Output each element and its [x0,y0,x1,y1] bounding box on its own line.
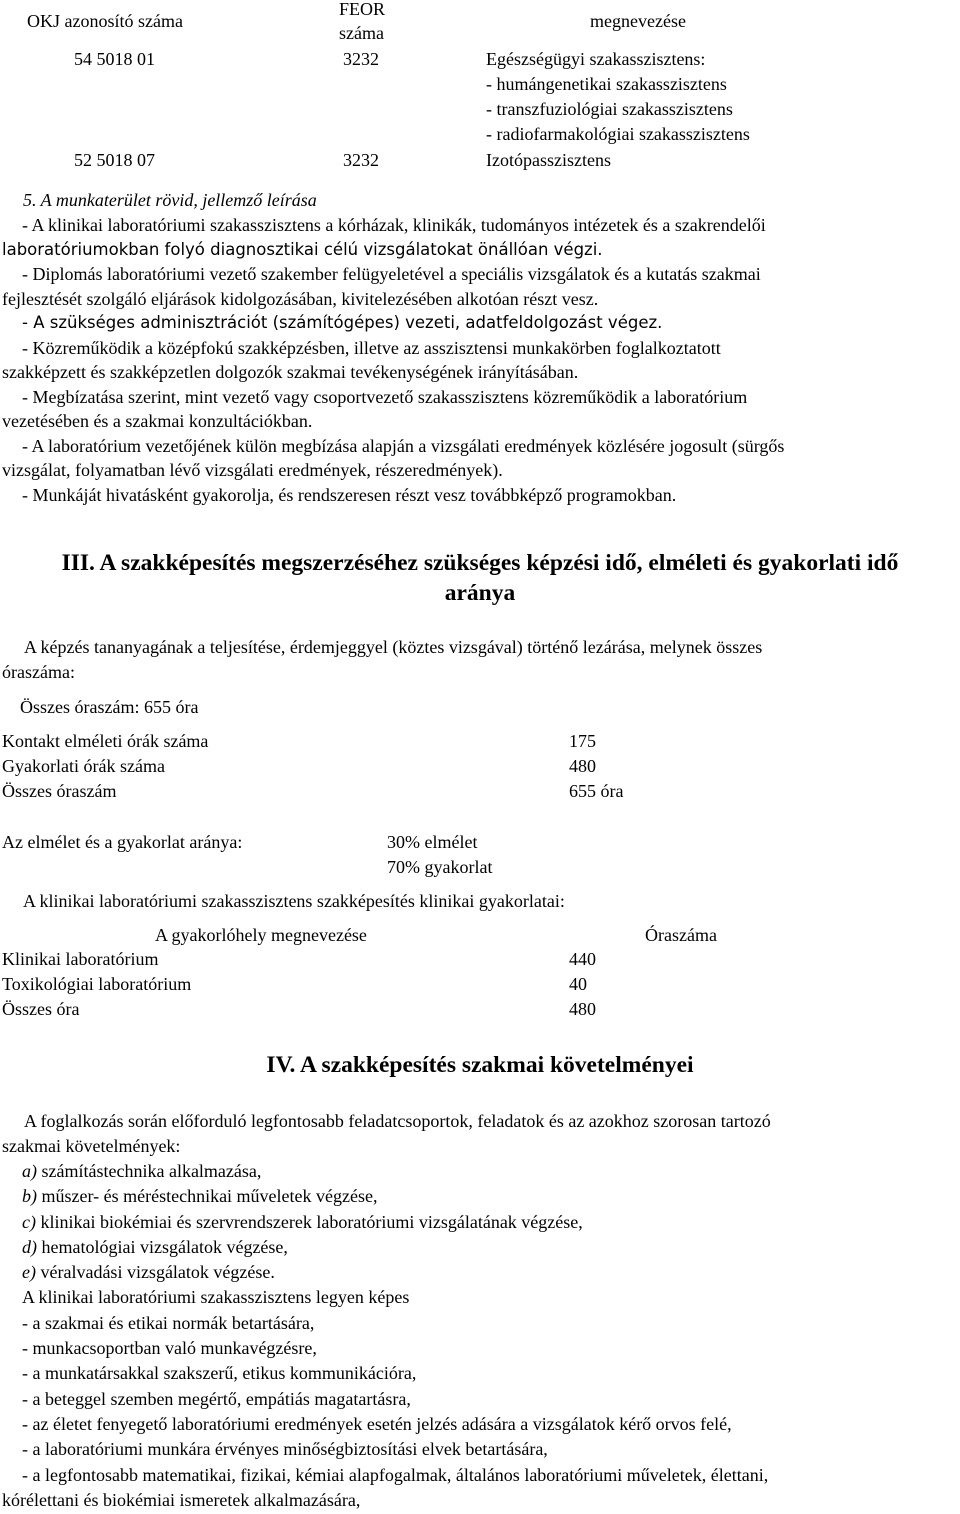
item-letter: b) [22,1186,37,1207]
hours-label: Gyakorlati órák száma [2,756,165,776]
section4-heading: IV. A szakképesítés szakmai követelményei [266,1052,694,1078]
practice-hours: 40 [569,974,587,994]
body-line: - Munkáját hivatásként gyakorolja, és rendszeresen részt vesz továbbképző programokban. [22,484,677,505]
item-letter: c) [22,1211,36,1232]
list-item: - munkacsoportban való munkavégzésre, [22,1338,317,1359]
practice-place: Klinikai laboratórium [2,949,159,969]
list-item: kórélettani és biokémiai ismeretek alkalmazására, [2,1489,361,1510]
practice-place: Toxikológiai laboratórium [2,974,192,994]
feor-code: 3232 [343,150,379,170]
body-line: - A klinikai laboratóriumi szakasszisztens a kórházak, klinikák, tudományos intézetek és a szakrendelői [22,215,766,235]
table-row [2,997,596,1022]
capable-title: A klinikai laboratóriumi szakasszisztens legyen képes [22,1287,410,1308]
body-line: laboratóriumokban folyó diagnosztikai célú vizsgálatokat önállóan végzi. [2,239,603,259]
practice-header-hours: Óraszáma [645,925,717,945]
body-line: vezetésében és a szakmai konzultációkban. [2,411,313,431]
body-line: - Diplomás laboratóriumi vezető szakember felügyeletével a speciális vizsgálatok és a kutatás szakmai [22,264,761,284]
body-line: fejlesztését szolgáló eljárások kidolgozásában, kivitelezésében alkotóan részt vesz. [2,288,599,309]
section5-body [2,213,957,507]
section5-heading: 5. A munkaterület rövid, jellemző leírása [23,190,317,210]
item-letter: a) [22,1161,37,1181]
item-text: műszer- és méréstechnikai műveletek végzése, [37,1186,378,1207]
ratio-value: 70% gyakorlat [387,857,493,877]
body-line: - A szükséges adminisztrációt (számítógépes) vezeti, adatfeldolgozást végez. [22,313,663,332]
hours-value: 480 [569,756,596,776]
hours-label: Kontakt elméleti órák száma [2,731,209,751]
section3-intro: A képzés tananyagának a teljesítése, érdemjeggyel (köztes vizsgával) történő lezárása, melynek összes [24,637,763,657]
requirements-list [2,1159,957,1513]
section4-intro: szakmai követelmények: [2,1136,181,1156]
table-row [2,779,624,804]
section3-heading-line2: aránya [444,580,516,606]
okj-header: OKJ azonosító száma [27,11,183,31]
item-text: klinikai biokémiai és szervrendszerek laboratóriumi vizsgálatának végzése, [35,1211,583,1232]
body-line: - Közreműködik a középfokú szakképzésben, illetve az asszisztensi munkakörben foglalkoztatott [22,337,721,358]
ratio-label: Az elmélet és a gyakorlat aránya: [2,832,243,852]
table-row [2,754,596,779]
list-item: - a beteggel szemben megértő, empátiás magatartásra, [22,1388,411,1409]
list-item: - a munkatársakkal szakszerű, etikus kommunikációra, [22,1363,417,1384]
item-text: hematológiai vizsgálatok végzése, [37,1236,288,1257]
practice-header-place: A gyakorlóhely megnevezése [155,925,367,945]
practice-hours: 480 [569,999,596,1019]
section3-intro: óraszáma: [2,662,75,682]
list-item [2,1159,957,1184]
ratio-value: 30% elmélet [387,832,478,852]
list-item [2,1260,957,1285]
practice-title: A klinikai laboratóriumi szakasszisztens szakképesítés klinikai gyakorlatai: [23,891,565,911]
body-line: vizsgálat, folyamatban lévő vizsgálati eredmények, részeredmények). [2,460,503,480]
feor-code: 3232 [343,49,379,69]
item-text: véralvadási vizsgálatok végzése. [35,1262,275,1283]
hours-label: Összes óraszám [2,781,117,801]
okj-code: 52 5018 07 [74,150,155,170]
table-row [2,972,587,997]
body-line: - A laboratórium vezetőjének külön megbízása alapján a vizsgálati eredmények közlésére jogosult (sürgős [22,435,785,456]
feor-header-line2: száma [339,23,384,43]
list-item: - a szakmai és etikai normák betartására, [22,1312,315,1333]
list-item [2,1184,957,1209]
list-item [2,1210,957,1235]
feor-header-line1: FEOR [339,0,386,19]
item-letter: e) [22,1262,36,1283]
table-row [2,729,596,754]
section4-intro: A foglalkozás során előforduló legfontosabb feladatcsoportok, feladatok és az azokhoz szorosan tartozó [24,1111,771,1131]
list-item: - a legfontosabb matematikai, fizikai, kémiai alapfogalmak, általános laboratóriumi műveletek, élettani, [22,1464,769,1485]
okj-code: 54 5018 01 [74,49,155,69]
hours-value: 655 óra [569,781,624,801]
occupation-name: - radiofarmakológiai szakasszisztens [486,124,750,144]
hours-value: 175 [569,731,596,751]
body-line: - Megbízatása szerint, mint vezető vagy csoportvezető szakasszisztens közreműködik a laboratórium [22,386,748,407]
practice-place: Összes óra [2,999,80,1019]
section3-heading-line1: III. A szakképesítés megszerzéséhez szükséges képzési idő, elméleti és gyakorlati idő [61,550,899,576]
list-item: - az életet fenyegető laboratóriumi eredmények esetén jelzés adására a vizsgálatok kérő orvos felé, [22,1413,732,1434]
item-letter: d) [22,1236,37,1257]
occupation-name: - transzfuziológiai szakasszisztens [486,99,733,119]
list-item [2,1235,957,1260]
practice-hours: 440 [569,949,596,969]
item-text: számítástechnika alkalmazása, [37,1161,262,1181]
name-header: megnevezése [590,11,686,31]
total-hours: Összes óraszám: 655 óra [20,697,199,717]
occupation-name: Egészségügyi szakasszisztens: [486,49,706,69]
body-line: szakképzett és szakképzetlen dolgozók szakmai tevékenységének irányításában. [2,362,579,382]
table-row [2,947,596,972]
list-item: - a laboratóriumi munkára érvényes minőségbiztosítási elvek betartására, [22,1439,548,1460]
occupation-name: Izotópasszisztens [486,150,611,170]
occupation-name: - humángenetikai szakasszisztens [486,74,727,94]
